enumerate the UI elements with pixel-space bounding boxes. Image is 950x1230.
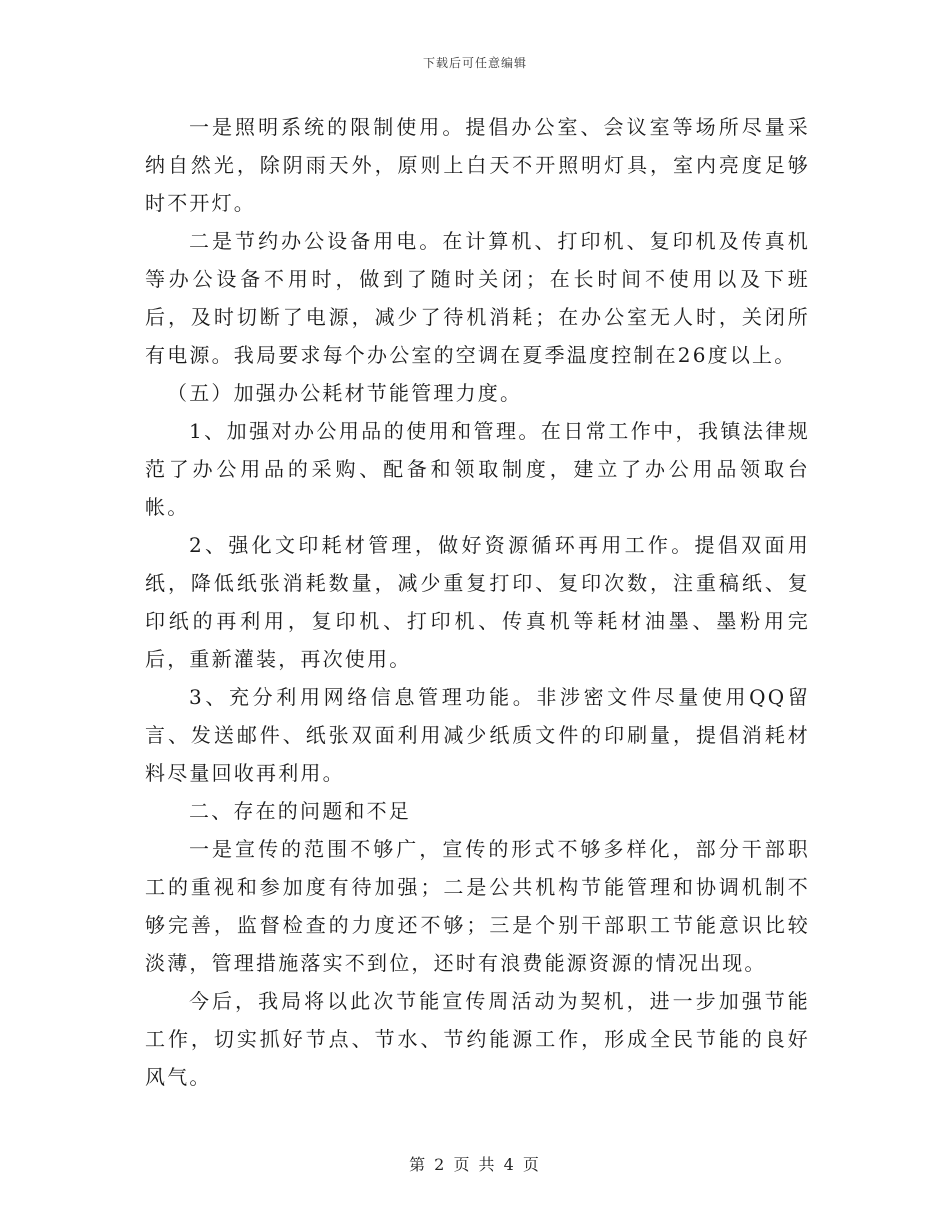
section-heading-consumables: （五）加强办公耗材节能管理力度。	[167, 381, 523, 405]
section-heading-problems: 二、存在的问题和不足	[189, 799, 411, 823]
page-header: 下载后可任意编辑	[422, 56, 527, 70]
document-body	[145, 108, 810, 1096]
paragraph-office-equipment: 二是节约办公设备用电。在计算机、打印机、复印机及传真机等办公设备不用时，做到了随时关闭；在长时间不使用以及下班后，及时切断了电源，减少了待机消耗；在办公室无人时，关闭所有电源。我局要求每个办公室的空调在夏季温度控制在26度以上。	[145, 229, 810, 367]
paragraph-item-1: 1、加强对办公用品的使用和管理。在日常工作中，我镇法律规范了办公用品的采购、配备和领取制度，建立了办公用品领取台帐。	[145, 419, 810, 519]
page-number-footer: 第 2 页 共 4 页	[409, 1155, 541, 1174]
paragraph-item-3: 3、充分利用网络信息管理功能。非涉密文件尽量使用QQ留言、发送邮件、纸张双面利用减少纸质文件的印刷量，提倡消耗材料尽量回收再利用。	[145, 685, 810, 785]
paragraph-conclusion: 今后，我局将以此次节能宣传周活动为契机，进一步加强节能工作，切实抓好节点、节水、节约能源工作，形成全民节能的良好风气。	[145, 989, 810, 1089]
paragraph-problems: 一是宣传的范围不够广，宣传的形式不够多样化，部分干部职工的重视和参加度有待加强；二是公共机构节能管理和协调机制不够完善，监督检查的力度还不够；三是个别干部职工节能意识比较淡薄，管理措施落实不到位，还时有浪费能源资源的情况出现。	[145, 837, 810, 975]
paragraph-item-2: 2、强化文印耗材管理，做好资源循环再用工作。提倡双面用纸，降低纸张消耗数量，减少重复打印、复印次数，注重稿纸、复印纸的再利用，复印机、打印机、传真机等耗材油墨、墨粉用完后，重新灌装，再次使用。	[145, 533, 810, 671]
paragraph-lighting: 一是照明系统的限制使用。提倡办公室、会议室等场所尽量采纳自然光，除阴雨天外，原则上白天不开照明灯具，室内亮度足够时不开灯。	[145, 115, 810, 215]
